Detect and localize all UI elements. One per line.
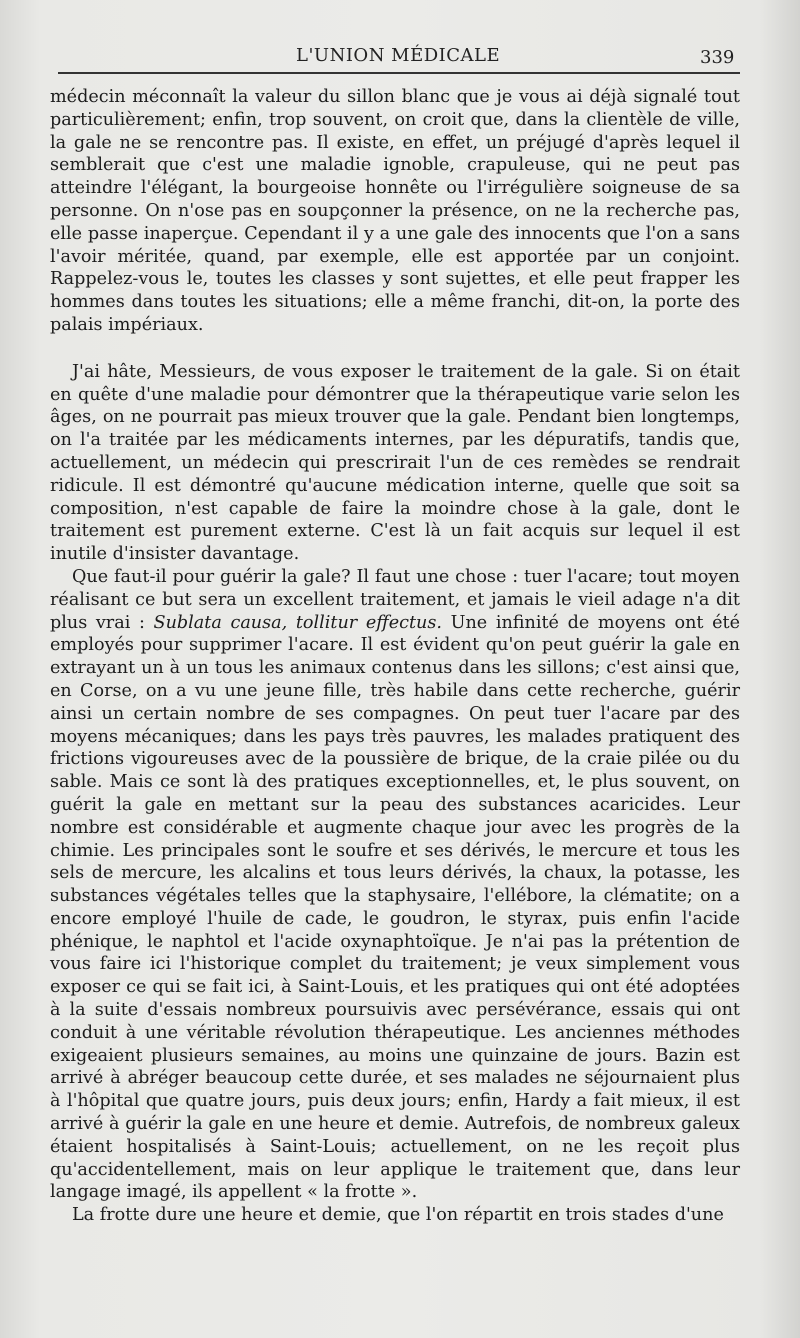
paragraph-frotte: La frotte dure une heure et demie, que l'on répartit en trois stades d'une (72, 1205, 724, 1226)
paragraph-treatment-intro: J'ai hâte, Messieurs, de vous exposer le traitement de la gale. Si on était en quête d'une maladie pour démontrer que la thérapeutique varie selon les âges, on ne pourrait pas mieux trouver que la gale. Pendant bien longtemps, on l'a traitée par les médicaments internes, par les dépuratifs, tandis que, actuellement, un médecin qui prescrirait l'un de ces remèdes se rendrait ridicule. Il est démontré qu'aucune médication interne, quelle que soit sa composition, n'est capable de faire la moindre chose à la gale, dont le traitement est purement externe. C'est là un fait acquis sur lequel il est inutile d'insister davantage. (50, 361, 740, 565)
page-header (0, 40, 800, 70)
header-rule (58, 72, 740, 74)
text-before-quote: Que faut-il pour guérir la gale? Il faut une chose : tuer l'acare; tout moyen réalisant ce but sera un excellent traitement, et jamais le vieil adage n'a dit plus vrai : (50, 566, 740, 633)
text-after-quote: Une infinité de moyens ont été employés pour supprimer l'acare. Il est évident qu'on peut guérir la gale en extrayant un à un tous les animaux contenus dans les sillons; c'est ainsi que, en Corse, on a vu une jeune fille, très habile dans cette recherche, guérir ainsi un certain nombre de ses compagnes. On peut tuer l'acare par des moyens mécaniques; dans les pays très pauvres, les malades pratiquent des frictions vigoureuses avec de la poussière de brique, de la craie pilée ou du sable. Mais ce sont là des pratiques exceptionnelles, et, le plus souvent, on guérit la gale en mettant sur la peau des substances acaricides. Leur nombre est considérable et augmente chaque jour avec les progrès de la chimie. Les principales sont le soufre et ses dérivés, le mercure et tous les sels de mercure, les alcalins et tous leurs dérivés, la chaux, la potasse, les substances végétales telles que la staphysaire, l'ellébore, la clématite; on a encore employé l'huile de cade, le goudron, le styrax, puis enfin l'acide phénique, le naphtol et l'acide oxynaphtoïque. Je n'ai pas la prétention de vous faire ici l'historique complet du traitement; je veux simplement vous exposer ce qui se fait ici, à Saint-Louis, et les pratiques qui ont été adoptées à la suite d'essais nombreux poursuivis avec persévérance, essais qui ont conduit à une véritable révolution thérapeutique. Les anciennes méthodes exigeaient plusieurs semaines, au moins une quinzaine de jours. Bazin est arrivé à abréger beaucoup cette durée, et ses malades ne séjournaient plus à l'hôpital que quatre jours, puis deux jours; enfin, Hardy a fait mieux, il est arrivé à guérir la gale en une heure et demie. Autrefois, de nombreux galeux étaient hospitalisés à Saint-Louis; actuellement, on ne les reçoit plus qu'accidentellement, mais on leur applique le traitement que, dans leur langage imagé, ils appellent « la frotte ». (50, 612, 741, 1203)
paragraph-gap (50, 337, 740, 361)
paragraph-continuation: médecin méconnaît la valeur du sillon blanc que je vous ai déjà signalé tout particulièrement; enfin, trop souvent, on croit que, dans la clientèle de ville, la gale ne se rencontre pas. Il existe, en effet, un préjugé d'après lequel il semblerait que c'est une maladie ignoble, crapuleuse, qui ne peut pas atteindre l'élégant, la bourgeoise honnête ou l'irrégulière soigneuse de sa personne. On n'ose pas en soupçonner la présence, on ne la recherche pas, elle passe inaperçue. Cependant il y a une gale des innocents que l'on a sans l'avoir méritée, quand, par exemple, elle est apportée par un conjoint. Rappelez-vous le, toutes les classes y sont sujettes, et elle peut frapper les hommes dans toutes les situations; elle a même franchi, dit-on, la porte des palais impériaux. (50, 87, 740, 335)
page-number: 339 (700, 47, 735, 68)
paragraph-how-to-cure (50, 566, 740, 1204)
latin-adage: Sublata causa, tollitur effectus. (153, 612, 443, 633)
running-title: L'UNION MÉDICALE (296, 45, 501, 66)
body-text (50, 86, 740, 1227)
